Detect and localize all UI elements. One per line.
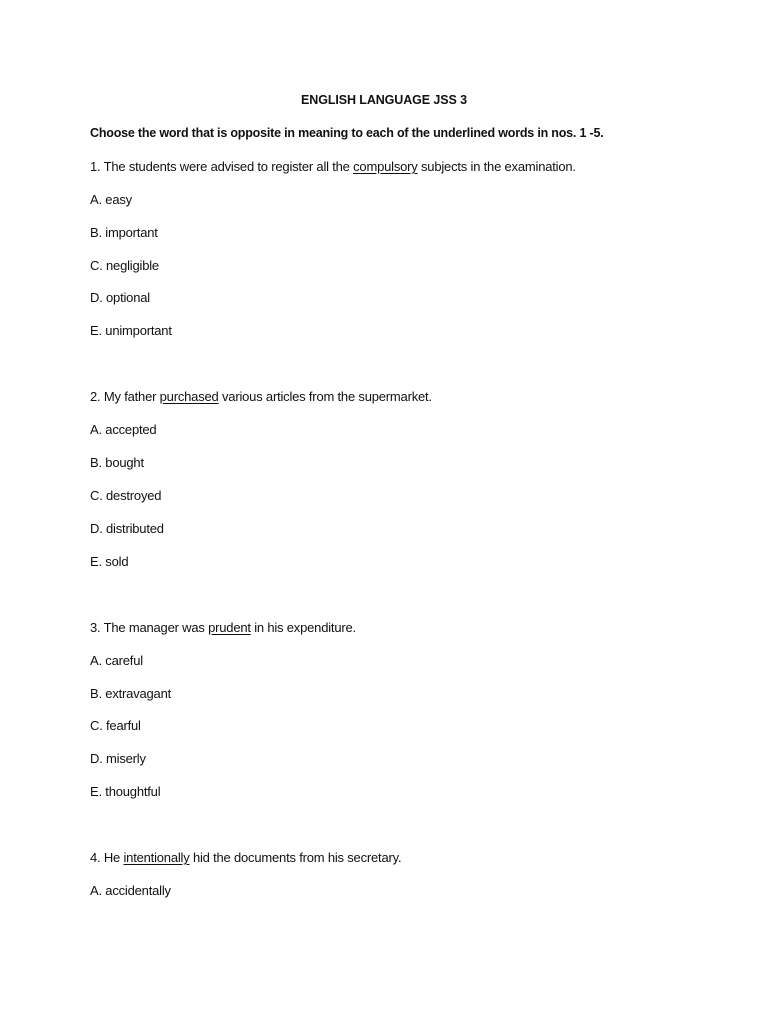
question-1-option-a: A. easy (90, 192, 132, 207)
question-1-option-c: C. negligible (90, 258, 159, 273)
question-2-stem (90, 389, 432, 405)
question-4-text-before: 4. He (90, 850, 124, 865)
question-1-option-b: B. important (90, 225, 158, 240)
question-3-stem (90, 620, 356, 636)
question-3-option-e: E. thoughtful (90, 784, 161, 799)
question-3-option-a: A. careful (90, 653, 143, 668)
question-4-text-after: hid the documents from his secretary. (189, 850, 402, 865)
question-3-underlined-word: prudent (208, 620, 251, 635)
question-1-text-before: 1. The students were advised to register all the (90, 159, 354, 174)
question-1-option-d: D. optional (90, 290, 150, 305)
question-2-option-a: A. accepted (90, 422, 157, 437)
instruction-text: Choose the word that is opposite in meaning to each of the underlined words in nos. 1 -5. (90, 126, 604, 140)
question-3-option-c: C. fearful (90, 718, 141, 733)
question-3-option-b: B. extravagant (90, 686, 172, 701)
question-4-stem (90, 850, 401, 866)
question-2-option-c: C. destroyed (90, 488, 162, 503)
question-1-stem (90, 159, 576, 175)
question-2-option-e: E. sold (90, 554, 129, 569)
question-2-text-before: 2. My father (90, 389, 160, 404)
question-2-underlined-word: purchased (159, 389, 219, 404)
question-3-option-d: D. miserly (90, 751, 146, 766)
question-1-text-after: subjects in the examination. (417, 159, 576, 174)
question-4-option-a: A. accidentally (90, 883, 171, 898)
question-4-underlined-word: intentionally (123, 850, 190, 865)
question-2-text-after: various articles from the supermarket. (218, 389, 432, 404)
question-3-text-after: in his expenditure. (250, 620, 356, 635)
question-3-text-before: 3. The manager was (90, 620, 209, 635)
question-1-underlined-word: compulsory (353, 159, 418, 174)
document-title: ENGLISH LANGUAGE JSS 3 (301, 93, 467, 107)
question-2-option-d: D. distributed (90, 521, 164, 536)
question-2-option-b: B. bought (90, 455, 144, 470)
question-1-option-e: E. unimportant (90, 323, 172, 338)
